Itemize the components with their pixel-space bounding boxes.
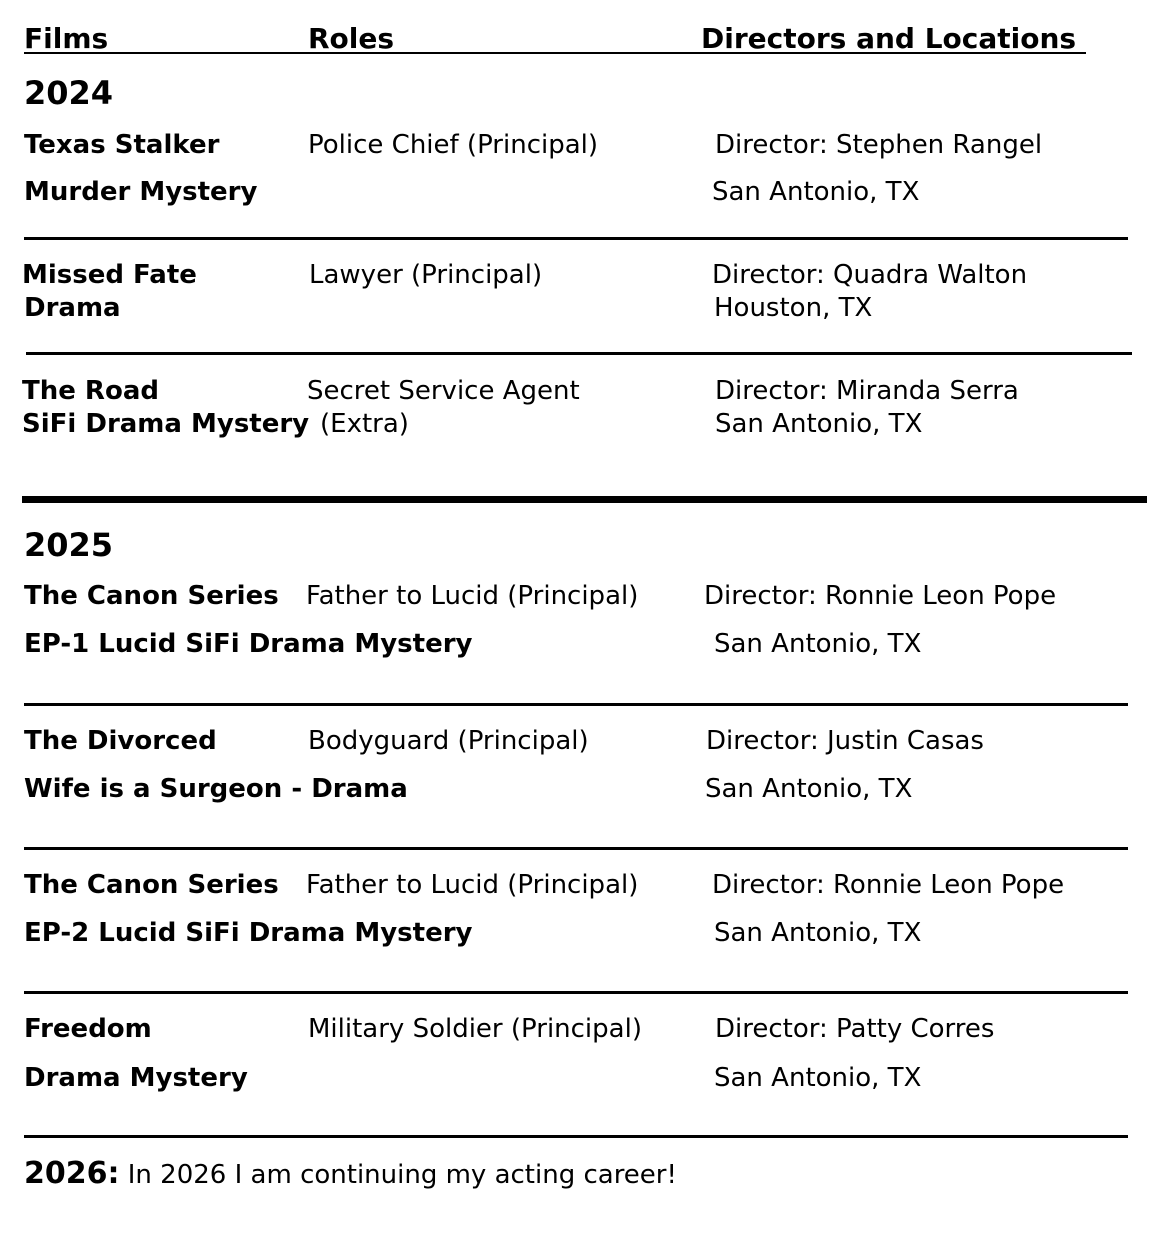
film-role-continued: (Extra) bbox=[320, 409, 409, 439]
column-header-films: Films bbox=[24, 22, 109, 55]
film-director: Director: Quadra Walton bbox=[712, 260, 1028, 290]
entry-divider bbox=[24, 237, 1128, 240]
year-heading-2024: 2024 bbox=[24, 74, 114, 112]
film-location: San Antonio, TX bbox=[715, 409, 923, 439]
film-director: Director: Ronnie Leon Pope bbox=[704, 581, 1057, 611]
film-genre: Wife is a Surgeon - Drama bbox=[24, 774, 408, 804]
film-role: Father to Lucid (Principal) bbox=[306, 581, 639, 611]
film-title: The Road bbox=[22, 376, 159, 406]
entry-divider bbox=[26, 352, 1132, 355]
film-role: Father to Lucid (Principal) bbox=[306, 870, 639, 900]
film-genre: EP-2 Lucid SiFi Drama Mystery bbox=[24, 918, 473, 948]
footer-note bbox=[24, 1158, 677, 1191]
film-role: Bodyguard (Principal) bbox=[308, 726, 589, 756]
film-director: Director: Ronnie Leon Pope bbox=[712, 870, 1065, 900]
film-title: The Divorced bbox=[24, 726, 217, 756]
year-separator bbox=[22, 496, 1147, 503]
film-title: Freedom bbox=[24, 1014, 152, 1044]
year-heading-2025: 2025 bbox=[24, 526, 114, 564]
film-location: San Antonio, TX bbox=[714, 1063, 922, 1093]
film-title: The Canon Series bbox=[24, 870, 279, 900]
entry-divider bbox=[24, 1135, 1128, 1138]
entry-divider bbox=[24, 703, 1128, 706]
film-genre: EP-1 Lucid SiFi Drama Mystery bbox=[24, 629, 473, 659]
film-role: Lawyer (Principal) bbox=[309, 260, 543, 290]
film-location: San Antonio, TX bbox=[714, 918, 922, 948]
film-director: Director: Patty Corres bbox=[715, 1014, 995, 1044]
column-header-roles: Roles bbox=[308, 22, 395, 55]
film-role: Police Chief (Principal) bbox=[308, 130, 599, 160]
film-title: The Canon Series bbox=[24, 581, 279, 611]
film-role: Secret Service Agent bbox=[307, 376, 580, 406]
header-underline bbox=[24, 52, 1086, 54]
film-title: Missed Fate bbox=[22, 260, 197, 290]
film-genre: SiFi Drama Mystery bbox=[22, 409, 310, 439]
film-location: Houston, TX bbox=[714, 293, 873, 323]
film-director: Director: Justin Casas bbox=[706, 726, 984, 756]
entry-divider bbox=[24, 991, 1128, 994]
film-director: Director: Stephen Rangel bbox=[715, 130, 1043, 160]
film-role: Military Soldier (Principal) bbox=[308, 1014, 642, 1044]
film-genre: Drama bbox=[24, 293, 121, 323]
film-genre: Murder Mystery bbox=[24, 177, 258, 207]
film-location: San Antonio, TX bbox=[705, 774, 913, 804]
footer-text: In 2026 I am continuing my acting career! bbox=[119, 1160, 677, 1190]
film-location: San Antonio, TX bbox=[712, 177, 920, 207]
footer-year-label: 2026: bbox=[24, 1156, 120, 1191]
film-title: Texas Stalker bbox=[24, 130, 220, 160]
film-director: Director: Miranda Serra bbox=[715, 376, 1019, 406]
entry-divider bbox=[24, 847, 1128, 850]
film-genre: Drama Mystery bbox=[24, 1063, 248, 1093]
film-location: San Antonio, TX bbox=[714, 629, 922, 659]
column-header-directors: Directors and Locations bbox=[701, 22, 1077, 55]
